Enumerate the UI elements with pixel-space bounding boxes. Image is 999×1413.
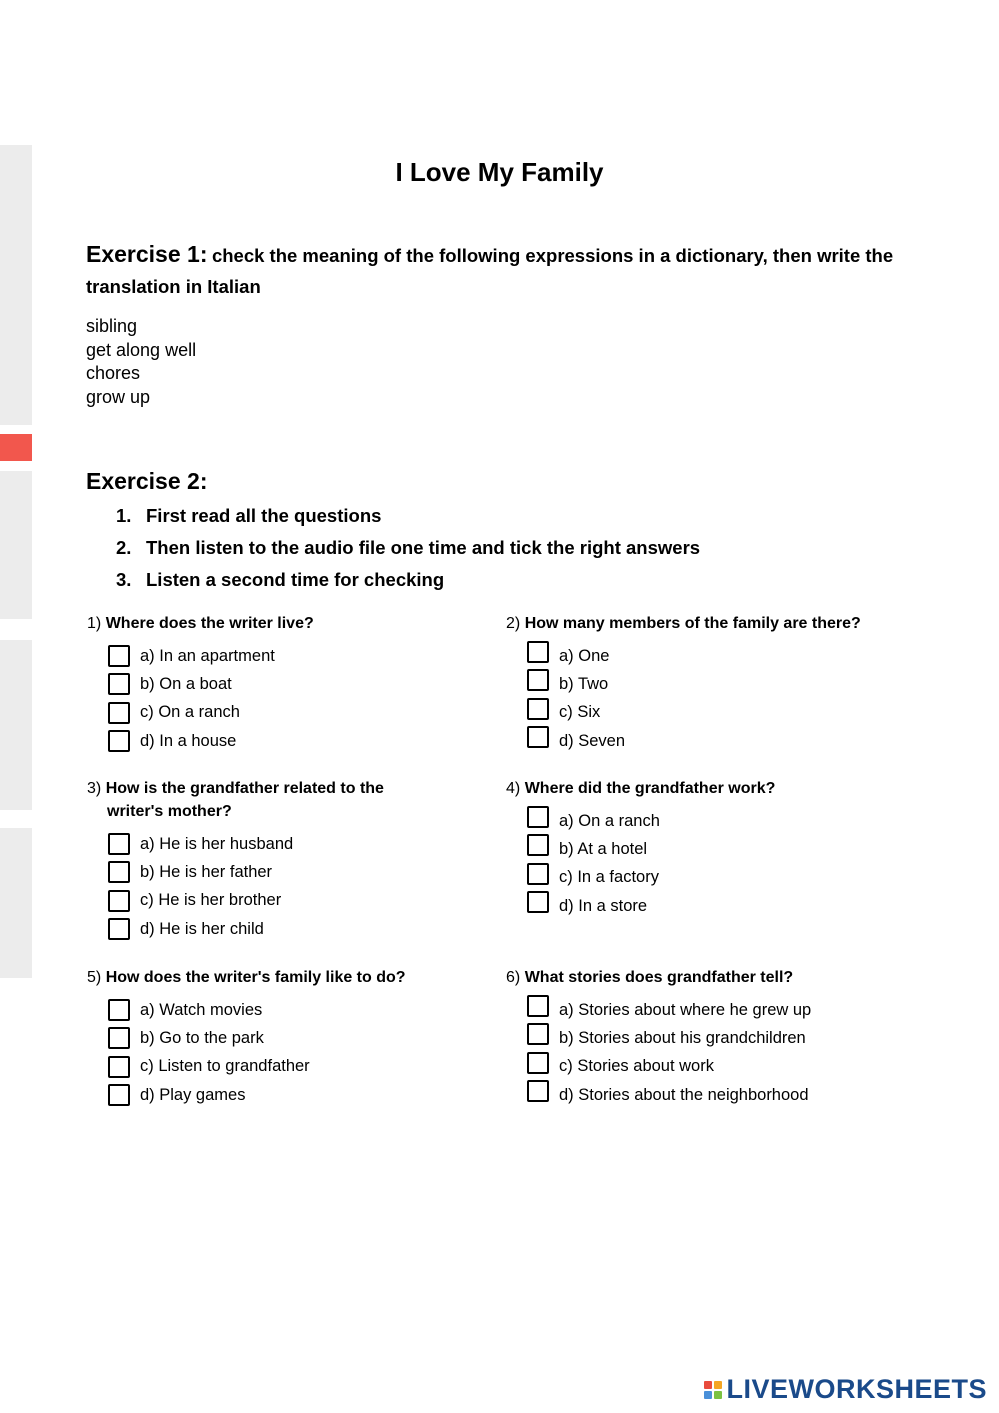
vocab-item: get along well	[86, 339, 197, 360]
question-title	[506, 777, 926, 800]
checkbox[interactable]	[527, 641, 549, 663]
answer-option[interactable]	[108, 1053, 487, 1081]
step-text: Then listen to the audio file one time and tick the right answers	[146, 537, 701, 558]
checkbox[interactable]	[108, 861, 130, 883]
checkbox[interactable]	[108, 702, 130, 724]
question-text: Where did the grandfather work?	[524, 780, 776, 797]
question-number: 3)	[87, 780, 102, 797]
question-text: How does the writer's family like to do?	[105, 969, 406, 986]
checkbox[interactable]	[108, 1027, 130, 1049]
option-label: a) Watch movies	[140, 1000, 263, 1019]
checkbox[interactable]	[108, 673, 130, 695]
vocab-item: grow up	[86, 386, 151, 407]
checkbox[interactable]	[527, 669, 549, 691]
question-2	[506, 612, 926, 755]
logo-text: LIVEWORKSHEETS	[726, 1374, 987, 1404]
step-item	[116, 535, 700, 567]
logo-square	[704, 1391, 712, 1399]
answer-option[interactable]	[527, 835, 926, 863]
answer-option[interactable]	[527, 727, 926, 755]
question-text: Where does the writer live?	[105, 615, 314, 632]
vocab-item: chores	[86, 363, 141, 383]
question-1	[87, 612, 467, 755]
checkbox[interactable]	[108, 833, 130, 855]
vocab-list	[86, 315, 196, 409]
option-label: d) Play games	[140, 1085, 246, 1104]
option-label: c) He is her brother	[140, 891, 282, 910]
answer-option[interactable]	[108, 642, 467, 670]
question-title	[506, 966, 926, 989]
option-label: a) He is her husband	[140, 834, 294, 853]
answer-option[interactable]	[108, 1024, 487, 1052]
option-label: c) Six	[559, 703, 601, 722]
logo-mark-icon	[704, 1381, 722, 1399]
step-number: 2.	[116, 537, 132, 558]
option-label: d) Stories about the neighborhood	[559, 1085, 809, 1104]
option-label: b) Go to the park	[140, 1028, 264, 1047]
side-tab[interactable]	[0, 640, 32, 810]
question-4	[506, 777, 926, 920]
logo-square	[704, 1381, 712, 1389]
option-label: a) In an apartment	[140, 646, 275, 665]
answer-option[interactable]	[108, 699, 467, 727]
checkbox[interactable]	[108, 730, 130, 752]
option-label: b) On a boat	[140, 674, 232, 693]
option-label: d) Seven	[559, 731, 626, 750]
checkbox[interactable]	[527, 726, 549, 748]
option-label: b) He is her father	[140, 862, 273, 881]
checkbox[interactable]	[108, 1056, 130, 1078]
checkbox[interactable]	[527, 891, 549, 913]
question-text: How many members of the family are there?	[524, 615, 861, 632]
question-3	[87, 777, 442, 943]
option-label: a) Stories about where he grew up	[559, 1000, 812, 1019]
question-title	[87, 777, 442, 823]
side-tab[interactable]	[0, 828, 32, 978]
logo-square	[714, 1381, 722, 1389]
answer-option[interactable]	[527, 699, 926, 727]
vocab-item: sibling	[86, 316, 138, 336]
option-label: c) On a ranch	[140, 703, 240, 722]
answer-option[interactable]	[108, 727, 467, 755]
question-text: What stories does grandfather tell?	[524, 969, 794, 986]
checkbox[interactable]	[527, 995, 549, 1017]
exercise1-heading	[86, 240, 926, 303]
side-tab-active[interactable]	[0, 434, 32, 461]
side-tab[interactable]	[0, 471, 32, 619]
answer-option[interactable]	[527, 807, 926, 835]
step-number: 1.	[116, 505, 132, 526]
answer-option[interactable]	[108, 996, 487, 1024]
question-number: 4)	[506, 780, 521, 797]
answer-option[interactable]	[527, 1081, 926, 1109]
answer-option[interactable]	[527, 996, 926, 1024]
checkbox[interactable]	[108, 918, 130, 940]
liveworksheets-logo[interactable]	[704, 1374, 987, 1405]
checkbox[interactable]	[527, 806, 549, 828]
question-title	[87, 966, 487, 989]
step-text: Listen a second time for checking	[146, 569, 445, 590]
exercise1-instruction: check the meaning of the following expressions in a dictionary, then write the translation in Italian	[86, 245, 894, 297]
checkbox[interactable]	[527, 698, 549, 720]
exercise2-steps	[116, 503, 700, 599]
question-number: 6)	[506, 969, 521, 986]
checkbox[interactable]	[527, 863, 549, 885]
step-number: 3.	[116, 569, 132, 590]
exercise1-label: Exercise 1:	[86, 241, 208, 267]
option-label: d) In a store	[559, 896, 648, 915]
question-number: 1)	[87, 615, 102, 632]
checkbox[interactable]	[108, 645, 130, 667]
question-5	[87, 966, 487, 1109]
option-label: c) Stories about work	[559, 1057, 714, 1076]
answer-option[interactable]	[527, 892, 926, 920]
checkbox[interactable]	[527, 1023, 549, 1045]
option-label: c) In a factory	[559, 868, 659, 887]
answer-option[interactable]	[108, 887, 442, 915]
option-label: b) Two	[559, 674, 609, 693]
option-label: d) He is her child	[140, 919, 264, 938]
option-label: a) On a ranch	[559, 811, 660, 830]
step-item	[116, 567, 700, 599]
checkbox[interactable]	[108, 999, 130, 1021]
answer-option[interactable]	[527, 864, 926, 892]
answer-option[interactable]	[108, 830, 442, 858]
checkbox[interactable]	[108, 890, 130, 912]
answer-option[interactable]	[527, 642, 926, 670]
checkbox[interactable]	[527, 834, 549, 856]
question-text: How is the grandfather related to the writer's mother?	[105, 780, 384, 820]
option-label: a) One	[559, 646, 610, 665]
step-item	[116, 503, 700, 535]
answer-option[interactable]	[527, 670, 926, 698]
answer-option[interactable]	[108, 915, 442, 943]
option-label: c) Listen to grandfather	[140, 1057, 310, 1076]
exercise2-label: Exercise 2:	[86, 468, 208, 494]
answer-option[interactable]	[108, 670, 467, 698]
page-title: I Love My Family	[395, 157, 604, 187]
question-number: 5)	[87, 969, 102, 986]
answer-option[interactable]	[527, 1053, 926, 1081]
option-label: d) In a house	[140, 731, 237, 750]
logo-square	[714, 1391, 722, 1399]
checkbox[interactable]	[527, 1080, 549, 1102]
question-title	[506, 612, 926, 635]
step-text: First read all the questions	[146, 505, 382, 526]
answer-option[interactable]	[108, 858, 442, 886]
question-title	[87, 612, 467, 635]
option-label: b) At a hotel	[559, 839, 648, 858]
option-label: b) Stories about his grandchildren	[559, 1028, 806, 1047]
question-number: 2)	[506, 615, 521, 632]
checkbox[interactable]	[527, 1052, 549, 1074]
answer-option[interactable]	[527, 1024, 926, 1052]
checkbox[interactable]	[108, 1084, 130, 1106]
answer-option[interactable]	[108, 1081, 487, 1109]
question-6	[506, 966, 926, 1109]
